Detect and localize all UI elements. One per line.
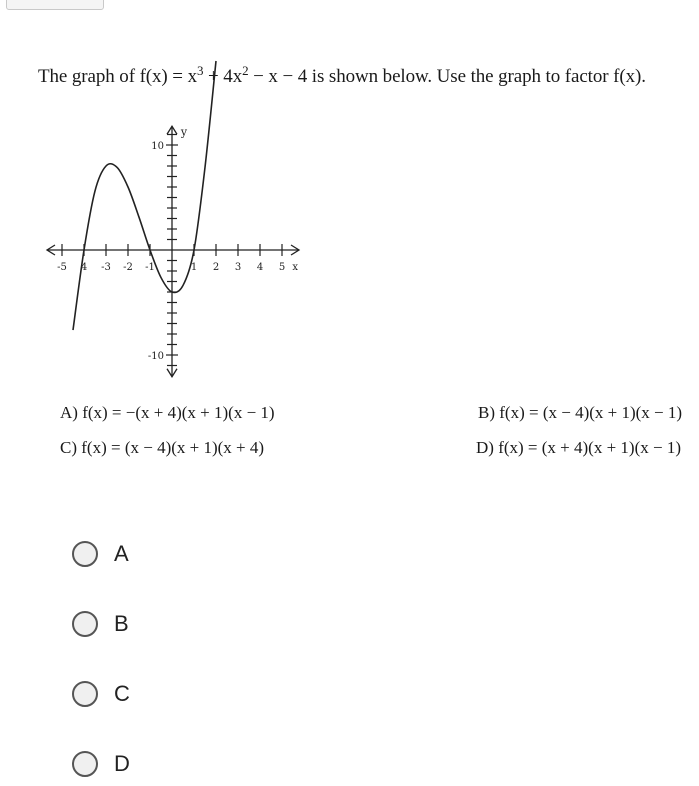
x-tick-label: 5: [278, 262, 286, 273]
x-tick-label: -3: [101, 262, 111, 273]
x-tick-label: 3: [234, 262, 242, 273]
y-axis-label: y: [180, 125, 188, 139]
x-tick-label: 2: [212, 262, 220, 273]
radio-d[interactable]: [72, 751, 98, 777]
radio-c[interactable]: [72, 681, 98, 707]
y-tick-label: 10: [151, 141, 164, 152]
option-b-label: B: [114, 611, 129, 636]
option-a-label: A: [114, 541, 129, 566]
choice-c-text: C) f(x) = (x − 4)(x + 1)(x + 4): [60, 438, 265, 457]
radio-b[interactable]: [72, 611, 98, 637]
graph-axes: [47, 126, 299, 377]
choice-a-text: A) f(x) = −(x + 4)(x + 1)(x − 1): [60, 403, 275, 422]
option-d-label: D: [114, 751, 130, 776]
x-tick-label: 1: [190, 262, 198, 273]
choice-d-text: D) f(x) = (x + 4)(x + 1)(x − 1): [476, 438, 681, 457]
option-d[interactable]: [72, 749, 130, 779]
x-tick-label: -2: [123, 262, 133, 273]
x-tick-label: 4: [80, 262, 88, 273]
x-tick-label: -5: [57, 262, 67, 273]
x-axis-label: x: [292, 262, 299, 273]
option-b[interactable]: [72, 609, 129, 639]
x-tick-label: -1: [145, 262, 155, 273]
question-text: The graph of $f(x) = x^3 + 4x^2 - x - 4$ is shown below. Use the graph to factor f(x).: [38, 63, 646, 87]
graph-tick-labels: [57, 125, 298, 362]
x-tick-label: 4: [256, 262, 264, 273]
radio-a[interactable]: [72, 541, 98, 567]
function-curve: [73, 61, 216, 330]
option-c[interactable]: [72, 679, 130, 709]
option-a[interactable]: [72, 539, 129, 569]
choice-b-text: B) f(x) = (x − 4)(x + 1)(x − 1): [478, 403, 683, 422]
option-c-label: C: [114, 681, 130, 706]
y-tick-label: -10: [147, 351, 164, 362]
